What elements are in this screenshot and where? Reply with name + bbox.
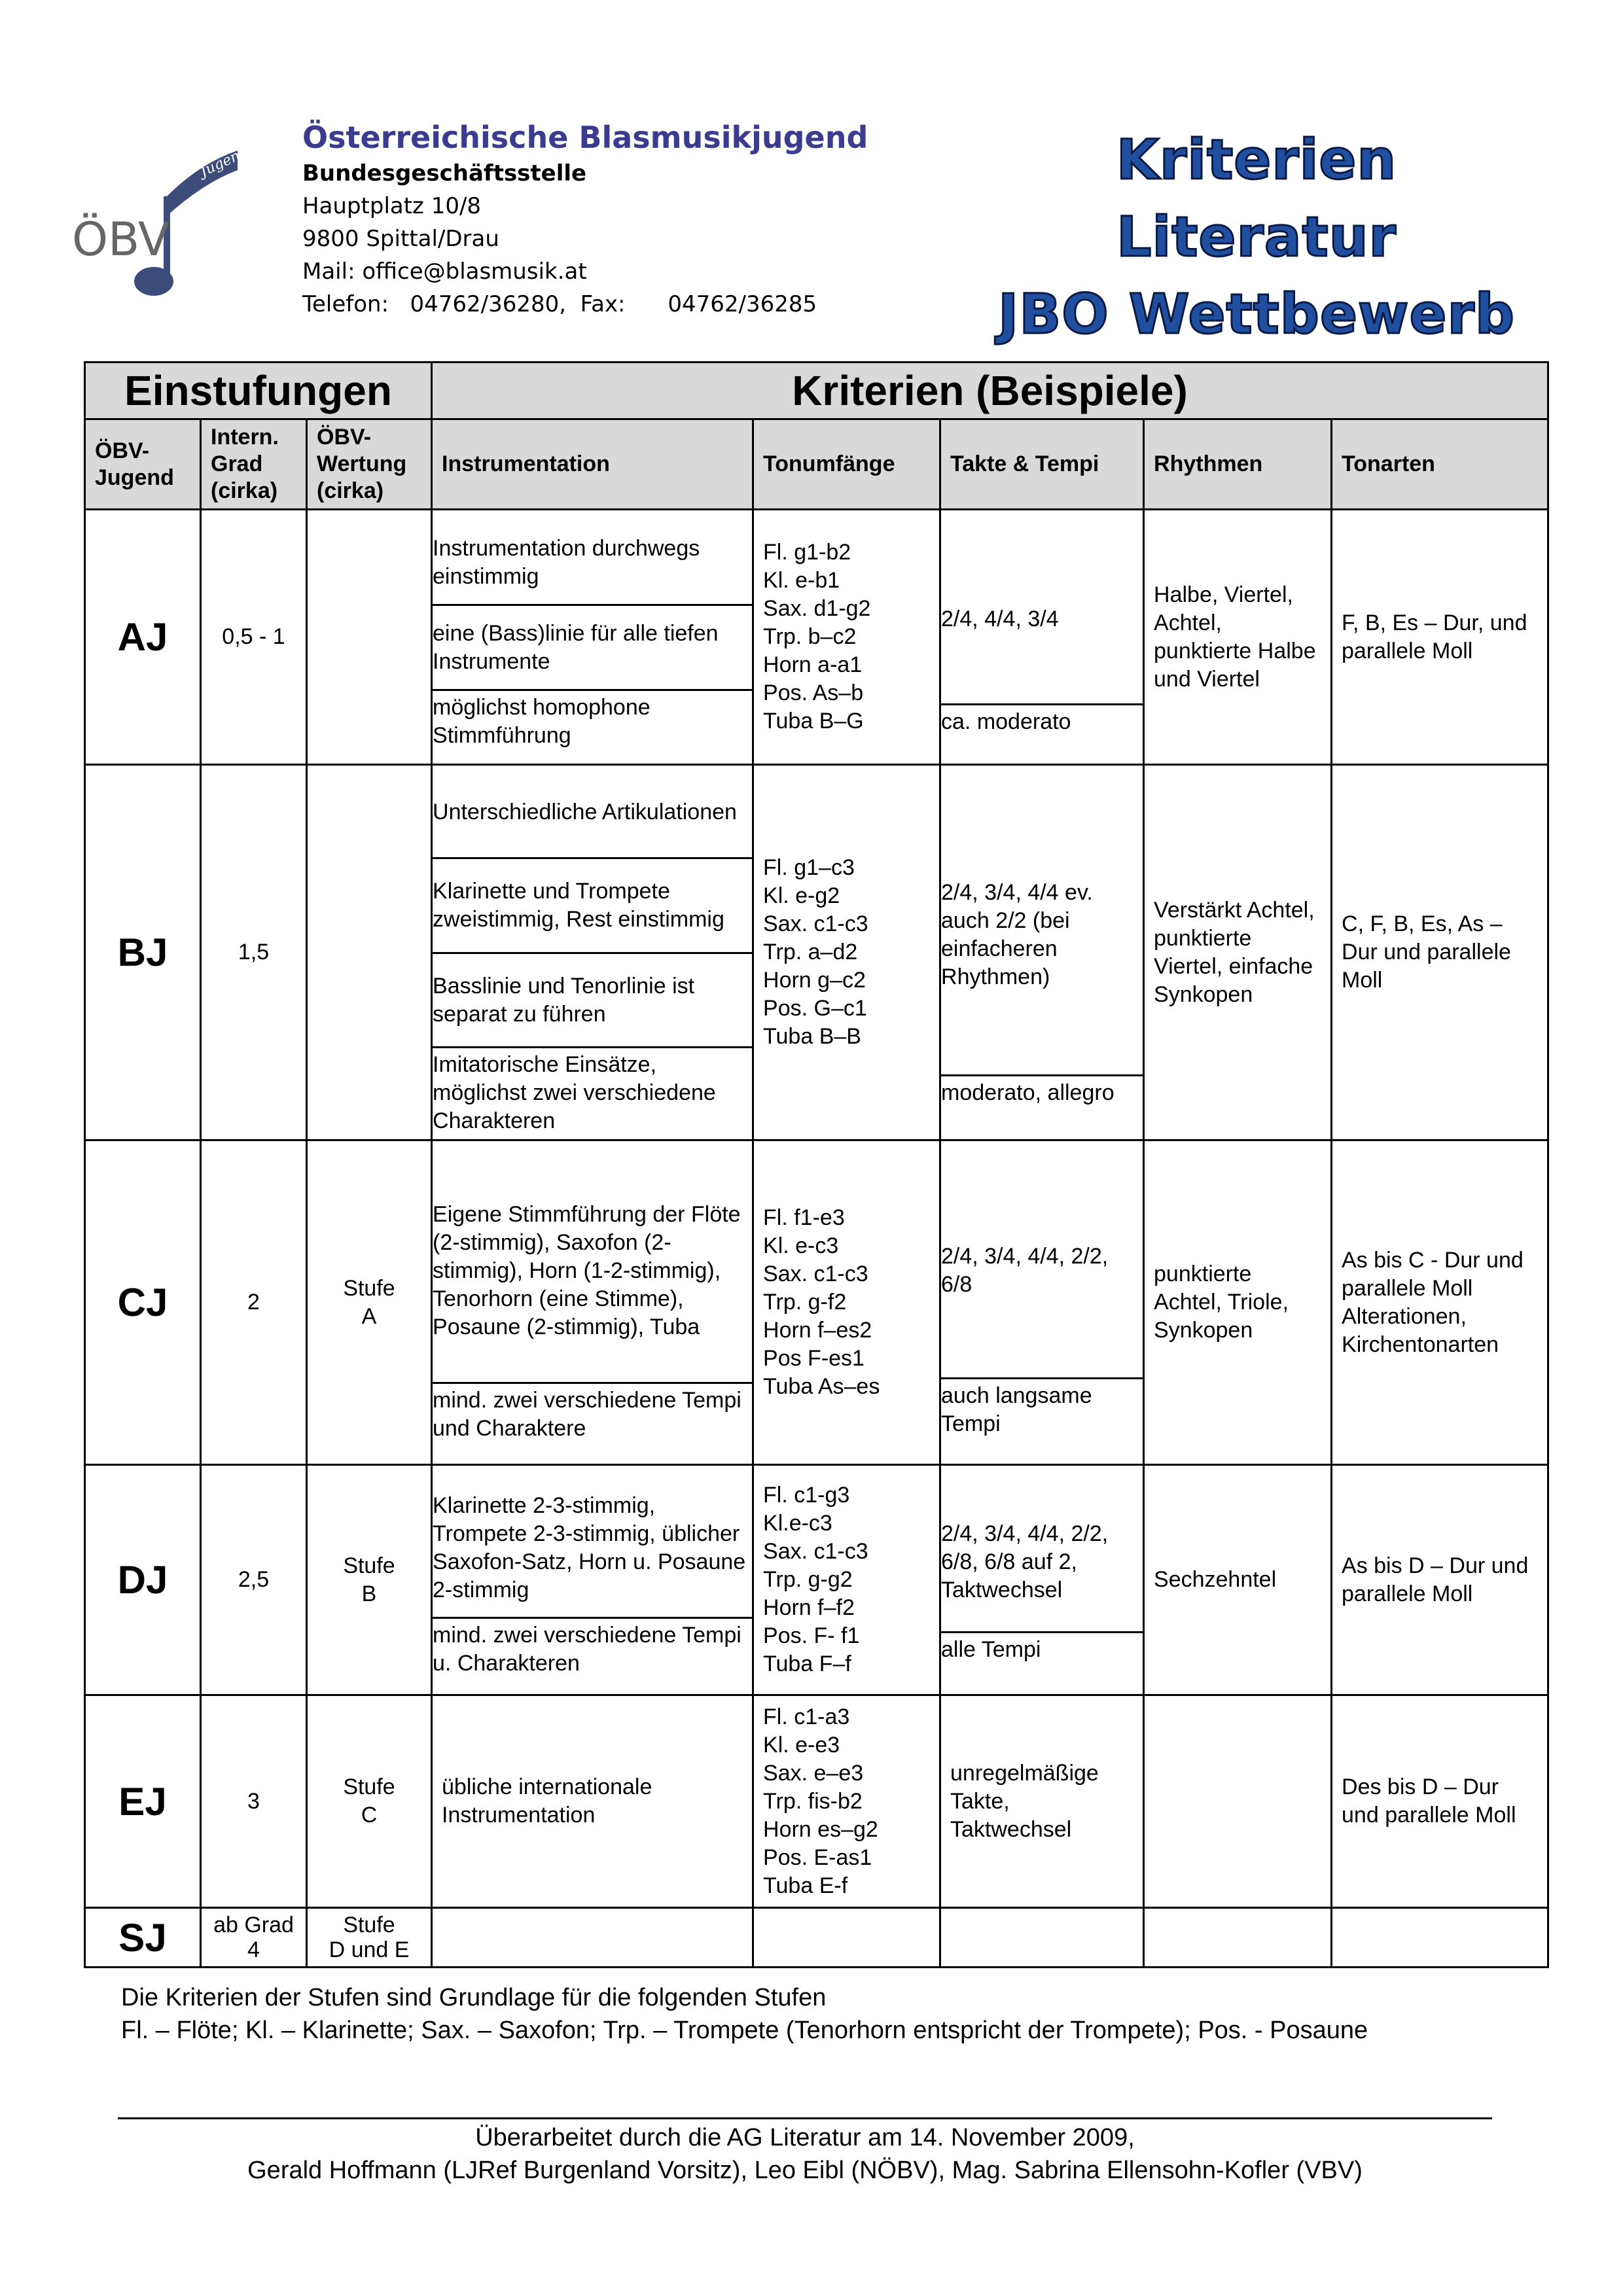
notes (121, 1981, 1561, 2047)
tonumfang-cell (753, 1908, 940, 1968)
phone-line: Telefon: 04762/36280, Fax: 04762/36285 (302, 291, 817, 317)
table-row (85, 1908, 1548, 1968)
rhythmen-cell: punktierte Achtel, Triole, Synkopen (1144, 1140, 1332, 1465)
organization-block (302, 118, 1022, 321)
wertung-cell (307, 510, 432, 765)
tonarten-cell: C, F, B, Es, As – Dur und parallele Moll (1332, 765, 1548, 1140)
wertung-cell: Stufe C (307, 1695, 432, 1908)
instrumentation-cell (432, 765, 753, 1140)
instrumentation-cell (432, 1465, 753, 1695)
takte-cell (940, 510, 1144, 765)
title-line: Literatur (1116, 205, 1397, 269)
address-line: Hauptplatz 10/8 (302, 193, 482, 219)
level-cell: DJ (85, 1465, 201, 1695)
instrumentation-item: Klarinette und Trompete zweistimmig, Rest einstimmig (433, 858, 752, 953)
organization-name: Österreichische Blasmusikjugend (302, 120, 868, 155)
table-row (85, 1465, 1548, 1695)
instrumentation-item: Basslinie und Tenorlinie ist separat zu führen (433, 953, 752, 1048)
column-header: Tonarten (1332, 419, 1548, 510)
instrumentation-item: möglichst homophone Stimmführung (433, 695, 651, 749)
instrumentation-item: Imitatorische Einsätze, möglichst zwei verschiedene Charakteren (433, 1052, 716, 1134)
table-row (85, 765, 1548, 1140)
instrumentation-item: Unterschiedliche Artikulationen (433, 767, 752, 858)
level-cell: BJ (85, 765, 201, 1140)
tonarten-cell: Des bis D – Dur und parallele Moll (1332, 1695, 1548, 1908)
criteria-table (84, 361, 1547, 1962)
takte-cell (940, 1908, 1144, 1968)
logo-text: ÖBV (72, 213, 169, 266)
footer (118, 2121, 1492, 2187)
document-title (969, 121, 1544, 353)
group-header-kriterien: Kriterien (Beispiele) (432, 362, 1548, 419)
takte-item: auch langsame Tempi (941, 1383, 1092, 1437)
footer-line: Überarbeitet durch die AG Literatur am 14. November 2009, (475, 2124, 1135, 2151)
takte-item: moderato, allegro (941, 1080, 1115, 1105)
tonarten-cell: F, B, Es – Dur, und parallele Moll (1332, 510, 1548, 765)
instrumentation-item: Klarinette 2-3-stimmig, Trompete 2-3-stimmig, üblicher Saxofon-Satz, Horn u. Posaune 2-stimmig (433, 1479, 752, 1618)
instrumentation-item: mind. zwei verschiedene Tempi und Charaktere (433, 1388, 741, 1441)
tonarten-cell: As bis C - Dur und parallele Moll Alterationen, Kirchentonarten (1332, 1140, 1548, 1465)
level-cell: EJ (85, 1695, 201, 1908)
column-header: Rhythmen (1144, 419, 1332, 510)
rhythmen-cell (1144, 1695, 1332, 1908)
level-cell: AJ (85, 510, 201, 765)
group-header-einstufungen: Einstufungen (85, 362, 432, 419)
rhythmen-cell: Sechzehntel (1144, 1465, 1332, 1695)
obv-jugend-logo (69, 124, 251, 314)
column-header: ÖBV- Wertung (cirka) (307, 419, 432, 510)
takte-item: ca. moderato (941, 709, 1071, 734)
rhythmen-cell: Verstärkt Achtel, punktierte Viertel, einfache Synkopen (1144, 765, 1332, 1140)
grade-cell: 1,5 (201, 765, 307, 1140)
title-line: Kriterien (1116, 128, 1397, 192)
tonumfang-cell: Fl. c1-a3 Kl. e-e3 Sax. e–e3 Trp. fis-b2 Horn es–g2 Pos. E-as1 Tuba E-f (753, 1695, 940, 1908)
instrumentation-item: mind. zwei verschiedene Tempi u. Charakteren (433, 1623, 741, 1676)
takte-cell (940, 1140, 1144, 1465)
footer-divider (118, 2117, 1492, 2119)
table-row (85, 510, 1548, 765)
instrumentation-cell (432, 1908, 753, 1968)
grade-cell: 3 (201, 1695, 307, 1908)
address-line: 9800 Spittal/Drau (302, 226, 499, 252)
takte-item: 2/4, 3/4, 4/4 ev. auch 2/2 (bei einfacheren Rhythmen) (941, 795, 1143, 1075)
footer-line: Gerald Hoffmann (LJRef Burgenland Vorsitz), Leo Eibl (NÖBV), Mag. Sabrina Ellensohn-Kofler (VBV) (247, 2157, 1363, 2184)
wertung-cell: Stufe A (307, 1140, 432, 1465)
column-header: Instrumentation (432, 419, 753, 510)
logo-script: Jugend (197, 143, 251, 181)
tonumfang-cell: Fl. f1-e3 Kl. e-c3 Sax. c1-c3 Trp. g-f2 Horn f–es2 Pos F-es1 Tuba As–es (753, 1140, 940, 1465)
takte-cell (940, 765, 1144, 1140)
column-header: ÖBV- Jugend (85, 419, 201, 510)
level-cell: CJ (85, 1140, 201, 1465)
office-name: Bundesgeschäftsstelle (302, 160, 587, 186)
grade-cell: ab Grad 4 (201, 1908, 307, 1968)
column-header: Takte & Tempi (940, 419, 1144, 510)
tonumfang-cell: Fl. g1-b2 Kl. e-b1 Sax. d1-g2 Trp. b–c2 Horn a-a1 Pos. As–b Tuba B–G (753, 510, 940, 765)
abbreviation-line: Fl. – Flöte; Kl. – Klarinette; Sax. – Saxofon; Trp. – Trompete (Tenorhorn entspricht der Trompete); Pos. - Posaune (121, 2017, 1368, 2044)
instrumentation-cell (432, 1140, 753, 1465)
tonumfang-cell: Fl. c1-g3 Kl.e-c3 Sax. c1-c3 Trp. g-g2 Horn f–f2 Pos. F- f1 Tuba F–f (753, 1465, 940, 1695)
column-header: Tonumfänge (753, 419, 940, 510)
takte-item: alle Tempi (941, 1636, 1041, 1662)
note-line: Die Kriterien der Stufen sind Grundlage für die folgenden Stufen (121, 1984, 827, 2011)
takte-item: 2/4, 4/4, 3/4 (941, 535, 1143, 704)
tonarten-cell (1332, 1908, 1548, 1968)
wertung-cell (307, 765, 432, 1140)
takte-cell (940, 1465, 1144, 1695)
instrumentation-item: Eigene Stimmführung der Flöte (2-stimmig), Saxofon (2-stimmig), Horn (1-2-stimmig), Tenorhorn (eine Stimme), Posaune (2-stimmig), Tuba (433, 1159, 752, 1383)
column-header-row (85, 419, 1548, 510)
takte-cell: unregelmäßige Takte, Taktwechsel (940, 1695, 1144, 1908)
rhythmen-cell (1144, 1908, 1332, 1968)
level-cell: SJ (85, 1908, 201, 1968)
tonumfang-cell: Fl. g1–c3 Kl. e-g2 Sax. c1-c3 Trp. a–d2 Horn g–c2 Pos. G–c1 Tuba B–B (753, 765, 940, 1140)
instrumentation-item: Instrumentation durchwegs einstimmig (433, 521, 752, 605)
wertung-cell: Stufe B (307, 1465, 432, 1695)
email-line: Mail: office@blasmusik.at (302, 258, 587, 285)
grade-cell: 0,5 - 1 (201, 510, 307, 765)
grade-cell: 2 (201, 1140, 307, 1465)
takte-item: 2/4, 3/4, 4/4, 2/2, 6/8, 6/8 auf 2, Taktwechsel (941, 1493, 1143, 1632)
column-header: Intern. Grad (cirka) (201, 419, 307, 510)
table-row (85, 1695, 1548, 1908)
group-header-row (85, 362, 1548, 419)
instrumentation-cell: übliche internationale Instrumentation (432, 1695, 753, 1908)
title-line: JBO Wettbewerb (997, 282, 1516, 346)
instrumentation-item: eine (Bass)linie für alle tiefen Instrumente (433, 605, 752, 690)
table-row (85, 1140, 1548, 1465)
wertung-cell: Stufe D und E (307, 1908, 432, 1968)
rhythmen-cell: Halbe, Viertel, Achtel, punktierte Halbe und Viertel (1144, 510, 1332, 765)
instrumentation-cell (432, 510, 753, 765)
takte-item: 2/4, 3/4, 4/4, 2/2, 6/8 (941, 1164, 1143, 1379)
grade-cell: 2,5 (201, 1465, 307, 1695)
tonarten-cell: As bis D – Dur und parallele Moll (1332, 1465, 1548, 1695)
